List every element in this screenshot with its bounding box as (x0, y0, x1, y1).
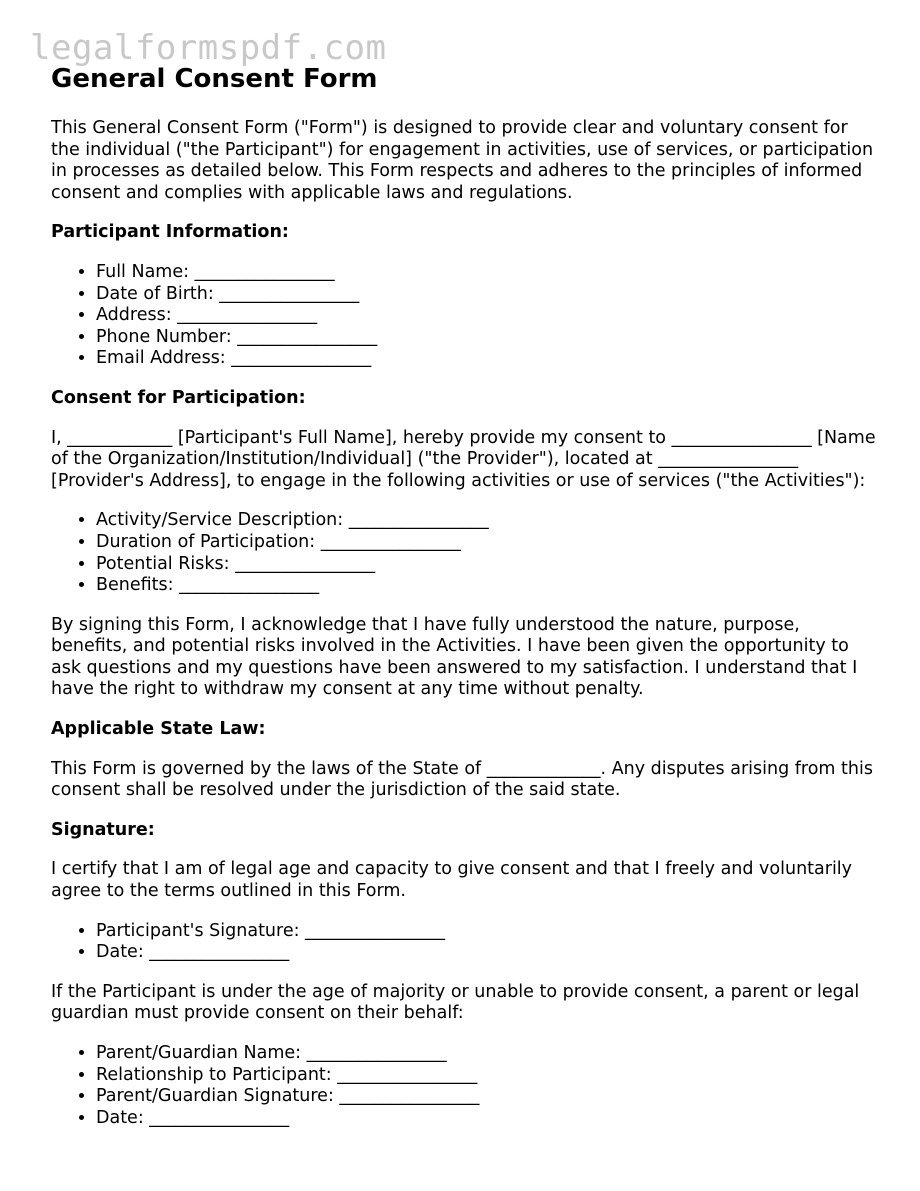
guardian-list (51, 1043, 881, 1129)
participant-info-list (51, 262, 881, 370)
list-item-guardian-date: • Date: ________________ (96, 1108, 881, 1130)
state-law-heading: Applicable State Law: (51, 719, 266, 740)
list-item-guardian-name: • Parent/Guardian Name: ________________ (96, 1043, 881, 1065)
list-item-relationship: • Relationship to Participant: ________________ (96, 1065, 881, 1087)
list-item-phone-number: • Phone Number: ________________ (96, 327, 881, 349)
participant-info-heading: Participant Information: (51, 222, 289, 243)
list-item-duration: • Duration of Participation: ________________ (96, 532, 881, 554)
list-item-date: • Date: ________________ (96, 942, 881, 964)
intro-paragraph: This General Consent Form ("Form") is designed to provide clear and voluntary consent for the individual ("the Participant") for engagement in activities, use of services, or participation in processes as detailed below. This Form respects and adheres to the principles of informed consent and complies with applicable laws and regulations. (51, 118, 874, 203)
list-item-guardian-signature: • Parent/Guardian Signature: ________________ (96, 1086, 881, 1108)
activities-list (51, 510, 881, 596)
document (51, 62, 881, 1147)
list-item-address: • Address: ________________ (96, 305, 881, 327)
list-item-participant-signature: • Participant's Signature: ________________ (96, 921, 881, 943)
watermark: legalformspdf.com (30, 28, 387, 68)
state-law-paragraph: This Form is governed by the laws of the State of _____________. Any disputes arising from this consent shall be resolved under the jurisdiction of the said state. (51, 758, 873, 801)
list-item-potential-risks: • Potential Risks: ________________ (96, 554, 881, 576)
list-item-date-of-birth: • Date of Birth: ________________ (96, 284, 881, 306)
list-item-email-address: • Email Address: ________________ (96, 348, 881, 370)
list-item-activity-description: • Activity/Service Description: ________________ (96, 510, 881, 532)
signature-heading: Signature: (51, 819, 155, 840)
list-item-benefits: • Benefits: ________________ (96, 575, 881, 597)
acknowledgement-paragraph: By signing this Form, I acknowledge that I have fully understood the nature, purpose, benefits, and potential risks involved in the Activities. I have been given the opportunity to ask questions and my questions have been answered to my satisfaction. I understand that I have the right to withdraw my consent at any time without penalty. (51, 614, 858, 700)
participant-signature-list (51, 921, 881, 964)
consent-heading: Consent for Participation: (51, 387, 306, 408)
page-title: General Consent Form (51, 64, 378, 94)
certification-paragraph: I certify that I am of legal age and capacity to give consent and that I freely and voluntarily agree to the terms outlined in this Form. (51, 859, 853, 902)
consent-paragraph: I, ____________ [Participant's Full Name], hereby provide my consent to ________________ [Name of the Organization/Institution/Individual] ("the Provider"), located at ________________ [Provider's Address], to engage in the following activities or use of services ("the Activities"): (51, 427, 876, 491)
list-item-full-name: • Full Name: ________________ (96, 262, 881, 284)
guardian-paragraph: If the Participant is under the age of majority or unable to provide consent, a parent or legal guardian must provide consent on their behalf: (51, 981, 860, 1024)
